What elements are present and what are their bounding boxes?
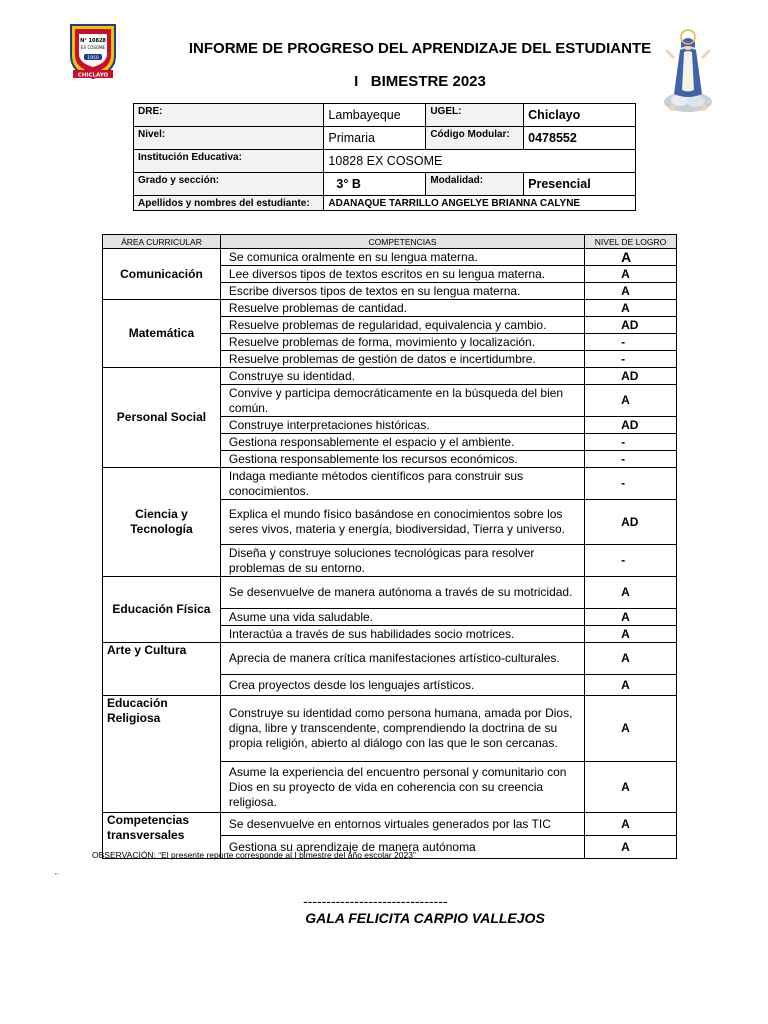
nivel-logro-value: -	[585, 451, 677, 468]
modalidad-value: Presencial	[524, 173, 636, 196]
competencia-text: Convive y participa democráticamente en la búsqueda del bien común.	[220, 385, 584, 417]
competencia-text: Asume una vida saludable.	[220, 609, 584, 626]
school-crest-icon	[68, 22, 118, 80]
grade-row	[103, 643, 677, 675]
header-area: ÁREA CURRICULAR	[103, 235, 221, 249]
area-name: Personal Social	[103, 368, 221, 468]
competencia-text: Gestiona responsablemente los recursos económicos.	[220, 451, 584, 468]
nivel-logro-value: -	[585, 434, 677, 451]
grade-row	[103, 468, 677, 500]
logo-city-text: CHICLAYO	[77, 72, 109, 79]
competencia-text: Se desenvuelve en entornos virtuales generados por las TIC	[220, 813, 584, 836]
report-title: INFORME DE PROGRESO DEL APRENDIZAJE DEL ESTUDIANTE	[188, 40, 652, 57]
nivel-logro-value: -	[585, 468, 677, 500]
competencia-text: Escribe diversos tipos de textos en su lengua materna.	[220, 283, 584, 300]
nivel-label: Nivel:	[134, 127, 324, 150]
nivel-logro-value: -	[585, 351, 677, 368]
area-name: Ciencia y Tecnología	[103, 468, 221, 577]
grades-table	[102, 234, 677, 859]
competencia-text: Crea proyectos desde los lenguajes artísticos.	[220, 675, 584, 696]
signature-line: -------------------------------	[303, 893, 448, 909]
ugel-label: UGEL:	[426, 104, 524, 127]
virgin-mary-statue-icon	[660, 28, 716, 114]
area-name: Comunicación	[103, 249, 221, 300]
institucion-value: 10828 EX COSOME	[324, 150, 636, 173]
competencia-text: Construye interpretaciones históricas.	[220, 417, 584, 434]
competencia-text: Construye su identidad como persona humana, amada por Dios, digna, libre y transcendente, comprendiendo la doctrina de su propia religión, abierto al diálogo con las que le son cercanas.	[220, 696, 584, 762]
nivel-logro-value: A	[585, 577, 677, 609]
competencia-text: Interactúa a través de sus habilidades socio motrices.	[220, 626, 584, 643]
nivel-logro-value: A	[585, 836, 677, 859]
competencia-text: Diseña y construye soluciones tecnológicas para resolver problemas de su entorno.	[220, 545, 584, 577]
grade-row	[103, 577, 677, 609]
codigo-modular-value: 0478552	[524, 127, 636, 150]
ugel-value: Chiclayo	[524, 104, 636, 127]
nivel-logro-value: A	[585, 300, 677, 317]
nivel-logro-value: A	[585, 696, 677, 762]
nivel-logro-value: A	[585, 762, 677, 813]
grado-value: 3° B	[324, 173, 426, 196]
competencia-text: Resuelve problemas de gestión de datos e incertidumbre.	[220, 351, 584, 368]
nivel-logro-value: -	[585, 334, 677, 351]
area-name: Arte y Cultura	[103, 643, 221, 696]
report-subtitle: I BIMESTRE 2023	[354, 73, 486, 90]
codigo-modular-label: Código Modular:	[426, 127, 524, 150]
nivel-logro-value: A	[585, 675, 677, 696]
competencia-text: Gestiona responsablemente el espacio y el ambiente.	[220, 434, 584, 451]
institucion-label: Institución Educativa:	[134, 150, 324, 173]
nivel-logro-value: A	[585, 249, 677, 266]
stray-mark: "	[55, 872, 58, 881]
grado-label: Grado y sección:	[134, 173, 324, 196]
header-competencias: COMPETENCIAS	[220, 235, 584, 249]
observation-text: OBSERVACIÓN: “El presente reporte corresponde al I bimestre del año escolar 2023”	[92, 850, 416, 860]
competencia-text: Resuelve problemas de cantidad.	[220, 300, 584, 317]
nombre-label: Apellidos y nombres del estudiante:	[134, 196, 324, 211]
signature-name: GALA FELICITA CARPIO VALLEJOS	[305, 910, 545, 926]
grade-row	[103, 696, 677, 762]
grade-row	[103, 249, 677, 266]
student-info-table	[133, 103, 636, 211]
nivel-logro-value: AD	[585, 417, 677, 434]
competencia-text: Se desenvuelve de manera autónoma a través de su motricidad.	[220, 577, 584, 609]
nivel-value: Primaria	[324, 127, 426, 150]
competencia-text: Construye su identidad.	[220, 368, 584, 385]
nivel-logro-value: AD	[585, 368, 677, 385]
competencia-text: Indaga mediante métodos científicos para construir sus conocimientos.	[220, 468, 584, 500]
grade-row	[103, 813, 677, 836]
nivel-logro-value: AD	[585, 500, 677, 545]
nivel-logro-value: A	[585, 609, 677, 626]
area-name: Educación Religiosa	[103, 696, 221, 813]
nombre-value: ADANAQUE TARRILLO ANGELYE BRIANNA CALYNE	[324, 196, 636, 211]
nivel-logro-value: A	[585, 283, 677, 300]
area-name: Matemática	[103, 300, 221, 368]
logo-top-text: N° 10828	[80, 38, 106, 44]
logo-year-text: 1950	[87, 56, 99, 61]
grade-row	[103, 368, 677, 385]
competencia-text: Se comunica oralmente en su lengua materna.	[220, 249, 584, 266]
nivel-logro-value: -	[585, 545, 677, 577]
competencia-text: Lee diversos tipos de textos escritos en su lengua materna.	[220, 266, 584, 283]
nivel-logro-value: A	[585, 385, 677, 417]
logo-mid-text: EX COSOME	[80, 45, 106, 50]
nivel-logro-value: A	[585, 266, 677, 283]
nivel-logro-value: A	[585, 626, 677, 643]
area-name: Educación Física	[103, 577, 221, 643]
dre-label: DRE:	[134, 104, 324, 127]
grade-row	[103, 300, 677, 317]
nivel-logro-value: A	[585, 643, 677, 675]
competencia-text: Asume la experiencia del encuentro personal y comunitario con Dios en su proyecto de vida en coherencia con su creencia religiosa.	[220, 762, 584, 813]
competencia-text: Explica el mundo físico basándose en conocimientos sobre los seres vivos, materia y energía, biodiversidad, Tierra y universo.	[220, 500, 584, 545]
header-nivel-logro: NIVEL DE LOGRO	[585, 235, 677, 249]
competencia-text: Resuelve problemas de regularidad, equivalencia y cambio.	[220, 317, 584, 334]
modalidad-label: Modalidad:	[426, 173, 524, 196]
dre-value: Lambayeque	[324, 104, 426, 127]
area-name: Competencias transversales	[103, 813, 221, 859]
nivel-logro-value: A	[585, 813, 677, 836]
nivel-logro-value: AD	[585, 317, 677, 334]
competencia-text: Aprecia de manera crítica manifestaciones artístico-culturales.	[220, 643, 584, 675]
competencia-text: Resuelve problemas de forma, movimiento y localización.	[220, 334, 584, 351]
competencia-text: Gestiona su aprendizaje de manera autónoma	[220, 836, 584, 859]
